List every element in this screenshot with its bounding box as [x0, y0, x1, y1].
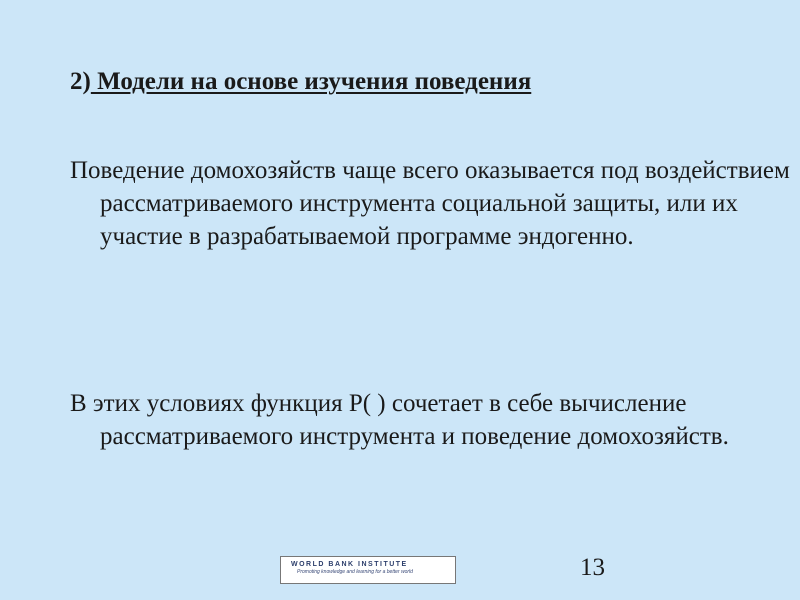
world-bank-institute-logo [280, 556, 456, 584]
paragraph-1: Поведение домохозяйств чаще всего оказывается под воздействием рассматриваемого инструмента социальной защиты, или их участие в разрабатываемой программе эндогенно. [70, 157, 790, 250]
page-number: 13 [580, 554, 605, 581]
heading-title: Модели на основе изучения поведения [90, 68, 532, 95]
heading-number: 2) [70, 68, 91, 95]
logo-tagline: Promoting knowledge and learning for a better world [297, 569, 413, 575]
paragraph-2: В этих условиях функция P( ) сочетает в себе вычисление рассматриваемого инструмента и поведение домохозяйств. [70, 390, 729, 450]
logo-name: WORLD BANK INSTITUTE [291, 561, 408, 568]
slide-heading [70, 66, 531, 98]
